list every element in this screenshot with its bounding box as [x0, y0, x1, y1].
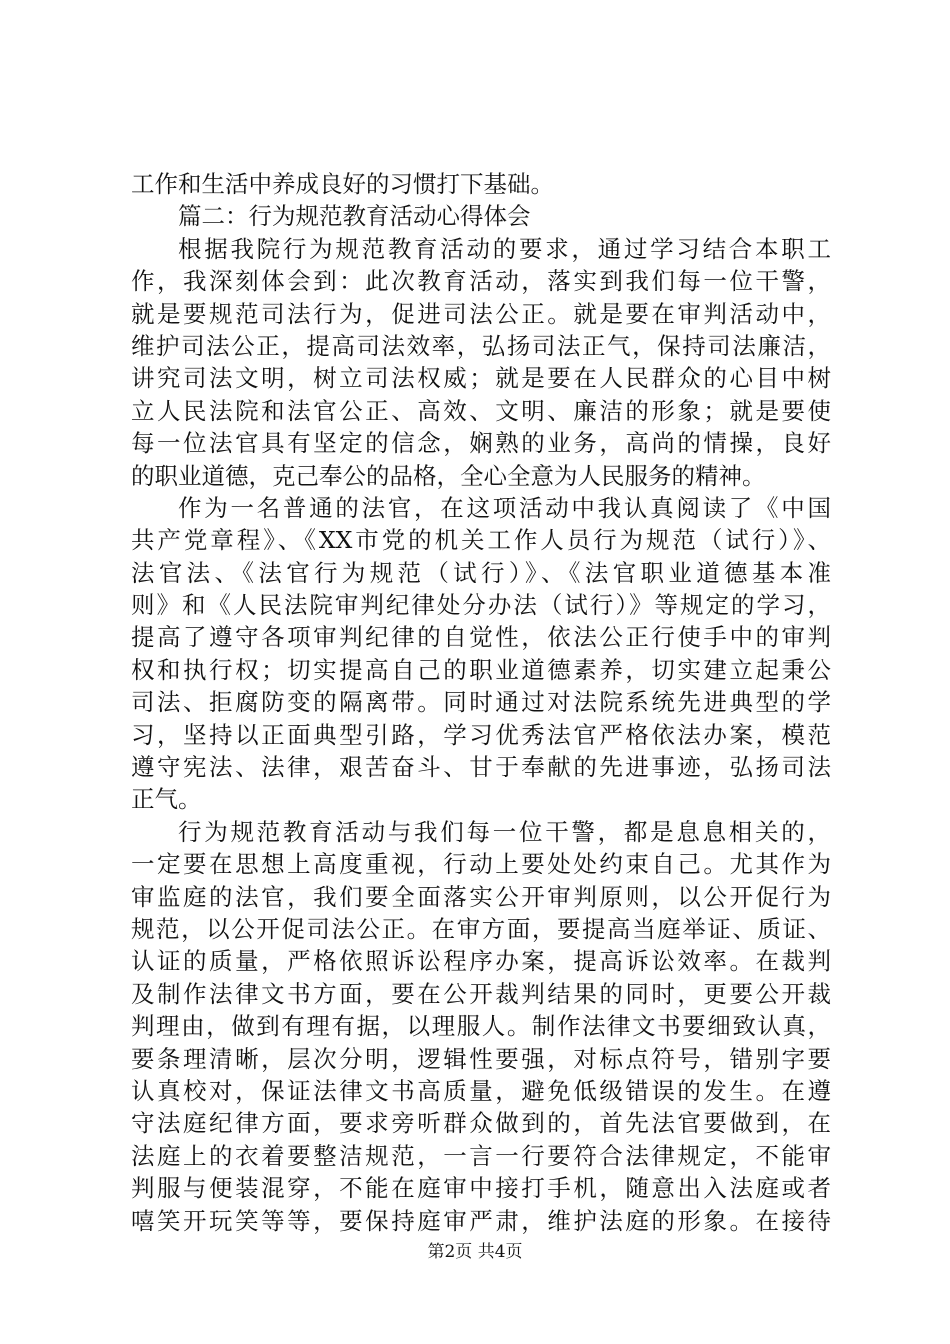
paragraph — [131, 168, 831, 200]
text-line: 法官法、《法官行为规范（试行）》、《法官职业道德基本准 — [131, 558, 831, 587]
text-line: 一定要在思想上高度重视，行动上要处处约束自己。尤其作为 — [131, 850, 831, 879]
text-line: 判理由，做到有理有据，以理服人。制作法律文书要细致认真， — [131, 1012, 831, 1041]
text-line: 守法庭纪律方面，要求旁听群众做到的，首先法官要做到，在 — [131, 1109, 831, 1138]
text-line: 要条理清晰，层次分明，逻辑性要强，对标点符号，错别字要 — [131, 1044, 831, 1073]
text-line: 嘻笑开玩笑等等，要保持庭审严肃，维护法庭的形象。在接待 — [131, 1206, 831, 1235]
text-line: 习，坚持以正面典型引路，学习优秀法官严格依法办案，模范 — [131, 720, 831, 749]
text-line: 行为规范教育活动与我们每一位干警，都是息息相关的， — [178, 817, 831, 846]
text-line: 法庭上的衣着要整洁规范，一言一行要符合法律规定，不能审 — [131, 1141, 831, 1170]
text-line: 司法、拒腐防变的隔离带。同时通过对法院系统先进典型的学 — [131, 688, 831, 717]
text-line: 认真校对，保证法律文书高质量，避免低级错误的发生。在遵 — [131, 1076, 831, 1105]
text-line: 作，我深刻体会到：此次教育活动，落实到我们每一位干警， — [131, 267, 831, 296]
document-body — [131, 168, 831, 1237]
text-line: 及制作法律文书方面，要在公开裁判结果的同时，更要公开裁 — [131, 979, 831, 1008]
page-footer: 第2页 共4页 — [427, 1242, 523, 1262]
paragraph — [131, 233, 831, 492]
paragraph — [131, 492, 831, 816]
text-line: 遵守宪法、法律，艰苦奋斗、甘于奉献的先进事迹，弘扬司法 — [131, 753, 831, 782]
text-line: 每一位法官具有坚定的信念，娴熟的业务，高尚的情操，良好 — [131, 429, 831, 458]
text-line: 维护司法公正，提高司法效率，弘扬司法正气，保持司法廉洁， — [131, 331, 831, 360]
text-line: 权和执行权；切实提高自己的职业道德素养，切实建立起秉公 — [131, 655, 831, 684]
text-line: 根据我院行为规范教育活动的要求，通过学习结合本职工 — [178, 234, 831, 263]
text-line: 讲究司法文明，树立司法权威；就是要在人民群众的心目中树 — [131, 364, 831, 393]
text-line: 工作和生活中养成良好的习惯打下基础。 — [131, 170, 554, 198]
text-line: 认证的质量，严格依照诉讼程序办案，提高诉讼效率。在裁判 — [131, 947, 831, 976]
text-line: 就是要规范司法行为，促进司法公正。就是要在审判活动中， — [131, 299, 831, 328]
text-line: 作为一名普通的法官，在这项活动中我认真阅读了《中国 — [178, 493, 831, 522]
text-line: 立人民法院和法官公正、高效、文明、廉洁的形象；就是要使 — [131, 396, 831, 425]
paragraph — [131, 200, 831, 232]
paragraph — [131, 816, 831, 1237]
text-line: 提高了遵守各项审判纪律的自觉性，依法公正行使手中的审判 — [131, 623, 831, 652]
text-line: 正气。 — [131, 785, 202, 814]
text-line: 的职业道德，克己奉公的品格，全心全意为人民服务的精神。 — [131, 461, 766, 490]
text-line: 规范，以公开促司法公正。在审方面，要提高当庭举证、质证、 — [131, 914, 831, 943]
text-line: 审监庭的法官，我们要全面落实公开审判原则，以公开促行为 — [131, 882, 831, 911]
text-line: 篇二：行为规范教育活动心得体会 — [178, 202, 531, 231]
text-line: 则》和《人民法院审判纪律处分办法（试行）》等规定的学习， — [131, 591, 831, 620]
text-line: 判服与便装混穿，不能在庭审中接打手机，随意出入法庭或者 — [131, 1174, 831, 1203]
text-line: 共产党章程》、《XX市党的机关工作人员行为规范（试行）》、 — [131, 526, 831, 555]
